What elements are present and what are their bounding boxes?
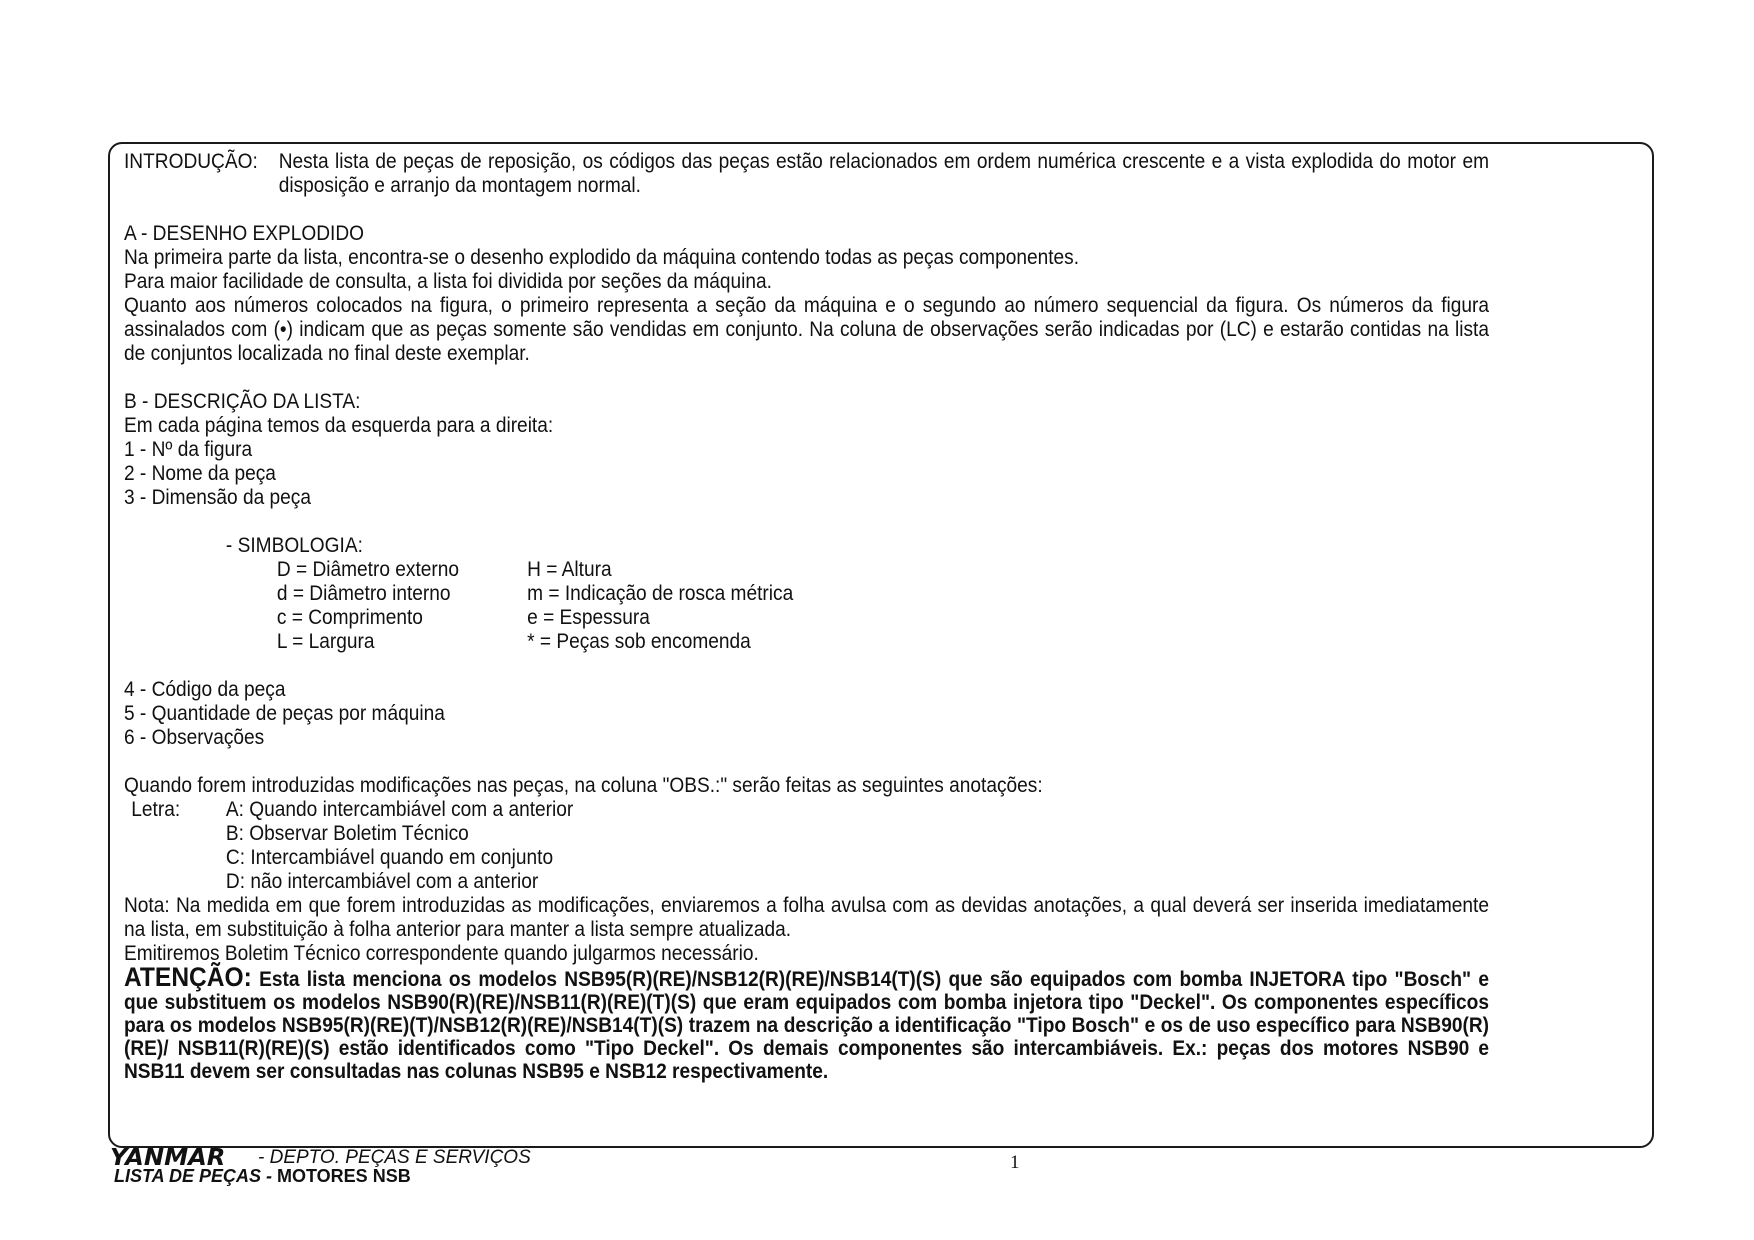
attention-block [124, 962, 1490, 1083]
section-b-intro: Em cada página temos da esquerda para a direita: [124, 414, 554, 437]
yanmar-logo: YANMAR [110, 1145, 226, 1171]
symbol-entry: c = Comprimento [276, 606, 423, 629]
list-item: 4 - Código da peça [124, 678, 286, 701]
letter-entry: B: Observar Boletim Técnico [225, 822, 469, 845]
letter-codes [124, 798, 1489, 894]
document-body [124, 150, 1489, 1083]
letter-entry: D: não intercambiável com a anterior [225, 870, 539, 893]
symbol-entry: e = Espessura [527, 606, 650, 629]
attention-label: ATENÇÃO: [124, 962, 252, 992]
letter-entry: A: Quando intercambiável com a anterior [225, 798, 574, 821]
section-a-line: Para maior facilidade de consulta, a lista foi dividida por seções da máquina. [124, 270, 772, 293]
symbol-entry: H = Altura [527, 558, 612, 581]
section-b-title: B - DESCRIÇÃO DA LISTA: [124, 390, 361, 413]
footer-department: - DEPTO. PEÇAS E SERVIÇOS [258, 1147, 531, 1168]
list-item: 5 - Quantidade de peças por máquina [124, 702, 445, 725]
symbol-entry: * = Peças sob encomenda [527, 630, 751, 653]
list-item: 2 - Nome da peça [124, 462, 276, 485]
letter-label: Letra: [131, 798, 181, 821]
symbol-entry: L = Largura [276, 630, 375, 653]
modifications-intro: Quando forem introduzidas modificações nas peças, na coluna "OBS.:" serão feitas as seguintes anotações: [124, 774, 1043, 797]
section-a-line: Na primeira parte da lista, encontra-se o desenho explodido da máquina contendo todas as peças componentes. [124, 246, 1080, 269]
introduction [124, 150, 1489, 198]
section-a-title: A - DESENHO EXPLODIDO [124, 222, 364, 245]
intro-text: Nesta lista de peças de reposição, os códigos das peças estão relacionados em ordem numérica crescente e a vista explodida do motor em disposição e arranjo da montagem normal. [278, 150, 1490, 197]
attention-text: Esta lista menciona os modelos NSB95(R)(RE)/NSB12(R)(RE)/NSB14(T)(S) que são equipados com bomba INJETORA tipo "Bosch" e que substituem os modelos NSB90(R)(RE)/NSB11(R)(RE)(T)(S) que eram equipados com bomba injetora tipo "Deckel". Os componentes específicos para os modelos NSB95(R)(RE)(T)/NSB12(R)(RE)/NSB14(T)(S) trazem na descrição a identificação "Tipo Bosch" e os de uso específico para NSB90(R)(RE)/ NSB11(R)(RE)(S) estão identificados como "Tipo Deckel". Os demais componentes são intercambiáveis. Ex.: peças dos motores NSB90 e NSB11 devem ser consultadas nas colunas NSB95 e NSB12 respectivamente. [124, 968, 1490, 1083]
note-text: Nota: Na medida em que forem introduzidas as modificações, enviaremos a folha avulsa com as devidas anotações, a qual deverá ser inserida imediatamente na lista, em substituição à folha anterior para manter a lista sempre atualizada. [124, 894, 1489, 941]
list-item: 3 - Dimensão da peça [124, 486, 311, 509]
symbology-title: - SIMBOLOGIA: [225, 534, 363, 557]
symbology-table [124, 558, 1489, 654]
footer-list-title [114, 1166, 411, 1187]
footer-list-label: LISTA DE PEÇAS - [114, 1166, 278, 1186]
symbol-entry: D = Diâmetro externo [276, 558, 460, 581]
footer-product: MOTORES NSB [277, 1166, 411, 1186]
intro-label: INTRODUÇÃO: [124, 150, 258, 173]
page-number: 1 [1010, 1152, 1020, 1173]
symbol-entry: d = Diâmetro interno [276, 582, 451, 605]
list-item: 6 - Observações [124, 726, 265, 749]
bulletin-text: Emitiremos Boletim Técnico correspondente quando julgarmos necessário. [124, 942, 759, 965]
symbol-entry: m = Indicação de rosca métrica [527, 582, 794, 605]
letter-entry: C: Intercambiável quando em conjunto [225, 846, 554, 869]
section-a-line: Quanto aos números colocados na figura, o primeiro representa a seção da máquina e o segundo ao número sequencial da figura. Os números da figura assinalados com (•) indicam que as peças somente são vendidas em conjunto. Na coluna de observações serão indicadas por (LC) e estarão contidas na lista de conjuntos localizada no final deste exemplar. [124, 294, 1489, 365]
list-item: 1 - Nº da figura [124, 438, 253, 461]
